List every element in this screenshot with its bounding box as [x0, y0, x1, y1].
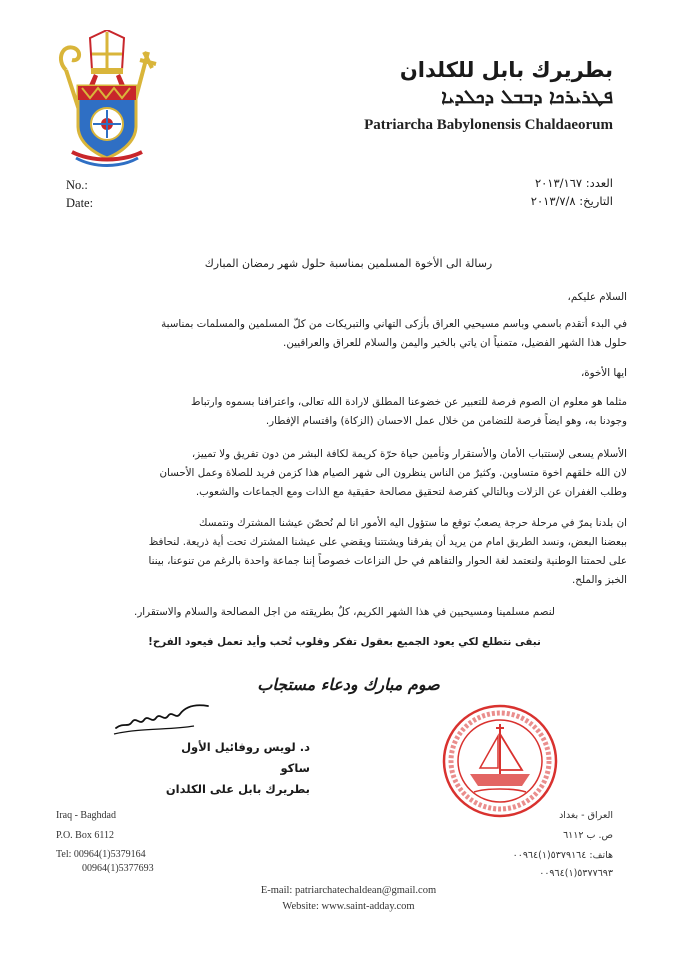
signatory-name: د. لويس روفائيل الأول ساكو	[181, 740, 310, 775]
paragraph-line: الأسلام يسعى لإستتباب الأمان والأستقرار وتأمين حياة حرّة كريمة لكافة البشر من دون تفريق ولا تمييز،	[191, 448, 627, 460]
reference-number-label: No.:	[66, 178, 88, 192]
letter-paragraph-4	[62, 514, 627, 590]
letter-paragraph-5	[62, 603, 627, 622]
greeting-line: السلام عليكم،	[567, 291, 627, 303]
reference-number-arabic: العدد: ٢٠١٣/١٦٧	[534, 176, 613, 190]
official-stamp-icon	[440, 702, 560, 820]
patriarchal-crest-icon	[52, 30, 162, 170]
letter-paragraph-6	[62, 633, 627, 652]
signatory	[150, 737, 310, 800]
address-line: ايها الأخوة،	[580, 367, 627, 379]
letter-paragraph-3	[62, 445, 627, 502]
letter-greeting	[62, 288, 627, 307]
footer-email[interactable]: E-mail: patriarchatechaldean@gmail.com	[260, 885, 437, 896]
reference-date-label: Date:	[66, 196, 94, 210]
signatory-title: بطريرك بابل على الكلدان	[165, 782, 310, 796]
patriarch-title-arabic: بطريرك بابل للكلدان	[399, 58, 613, 82]
footer-city-ar: العراق - بغداد	[559, 810, 613, 821]
paragraph-line: لنصم مسلمينا ومسيحيين في هذا الشهر الكريم، كلٌ بطريقته من اجل المصالحة والسلام والاستقرار.	[134, 606, 555, 618]
footer-tel-ar-2: ٥٣٧٧٦٩٣(١)٠٠٩٦٤	[539, 868, 613, 879]
footer-website[interactable]: Website: www.saint-adday.com	[282, 901, 415, 912]
letter-closing: صوم مبارك ودعاء مستجاب	[257, 675, 440, 694]
paragraph-line: نبقى نتطلع لكي يعود الجميع بعقول تفكر وقلوب تُحب وأيد تعمل فيعود الفرح!	[148, 636, 541, 648]
paragraph-line: الخبز والملح.	[572, 574, 627, 586]
patriarch-title-syriac: ܦܛܪܝܪܟܐ ܕܒܒܠ ܕܟܠܕܝܐ	[441, 86, 613, 108]
paragraph-line: ان بلدنا يمرّ في مرحلة حرجة يصعبُ توقع ما ستؤول اليه الأمور انا لم نُحصّن عيشنا المشترك ونتمسك	[199, 517, 627, 529]
paragraph-line: على لحمتنا الوطنية ولنعتمد لغة الحوار والتفاهم في حل النزاعات خصوصاً إننا جماعة واحدة بالرغم من تنوعنا، بيننا	[148, 555, 627, 567]
footer-po-box-ar: ص. ب ٦١١٢	[563, 830, 613, 841]
paragraph-line: حلول هذا الشهر الفضيل، متمنياً ان ياتي بالخير واليمن والسلام للعراق والعراقيين.	[283, 337, 627, 349]
footer-tel-en-2: 00964(1)5377693	[82, 863, 154, 874]
footer-po-box-en: P.O. Box 6112	[56, 830, 114, 841]
handwritten-signature	[110, 698, 220, 738]
paragraph-line: وجودنا به، وهو ايضاً فرصة للتضامن من خلال عمل الاحسان (الزكاة) واقتسام الإفطار.	[265, 415, 627, 427]
paragraph-line: لان الله خلقهم اخوة متساوين. وكثيرٌ من الناس ينظرون الى شهر الصيام هذا كزمن فريد للصلاة وعمل الأحسان	[159, 467, 627, 479]
patriarch-title-latin: Patriarcha Babylonensis Chaldaeorum	[364, 117, 613, 133]
footer-city-en: Iraq - Baghdad	[56, 810, 116, 821]
footer-tel-ar-1: هاتف: ٥٣٧٩١٦٤(١)٠٠٩٦٤	[512, 850, 613, 861]
reference-date-arabic: التاريخ: ٢٠١٣/٧/٨	[530, 194, 613, 208]
letter-subject: رسالة الى الأخوة المسلمين بمناسبة حلول شهر رمضان المبارك	[204, 257, 493, 270]
letter-paragraph-2	[62, 393, 627, 431]
paragraph-line: مثلما هو معلوم ان الصوم فرصة للتعبير عن خضوعنا المطلق لارادة الله تعالى، واعترافنا بسموه وارتباط	[191, 396, 627, 408]
paragraph-line: ببعضنا البعض، ونسد الطريق امام من يريد أن يفرقنا ويشتتنا ويقضي على عيشنا المشترك تحت أية ذريعة. لنحافظ	[148, 536, 627, 548]
footer-tel-en-1: Tel: 00964(1)5379164	[56, 849, 146, 860]
letter-address	[62, 364, 627, 383]
paragraph-line: في البدء أتقدم باسمي وباسم مسيحيي العراق بأزكى التهاني والتبريكات من كلّ المسلمين والمسلمات بمناسبة	[161, 318, 627, 330]
paragraph-line: وطلب الغفران عن الزلات وبالتالي كفرصة لتحقيق مصالحة حقيقية مع الذات ومع الجماعات والشعوب.	[195, 486, 627, 498]
letter-paragraph-1	[62, 315, 627, 353]
